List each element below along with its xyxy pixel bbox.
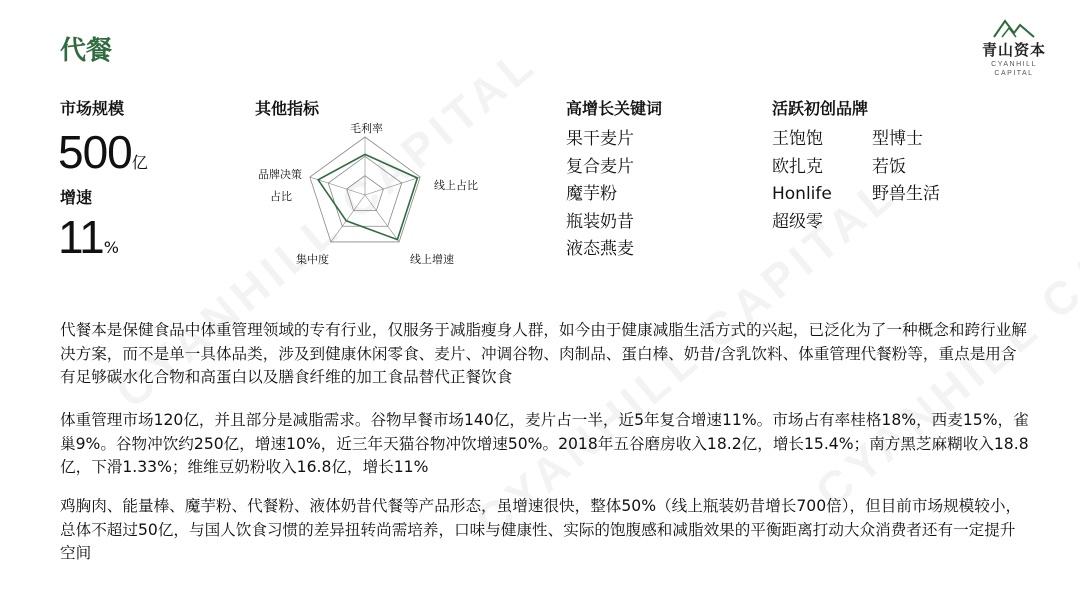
- brand-logo: [978, 18, 1050, 78]
- radar-axis-label: 占比: [270, 190, 292, 203]
- growth-label: 增速: [60, 188, 93, 207]
- body-paragraph: 体重管理市场120亿，并且部分是减脂需求。谷物早餐市场140亿，麦片占一半，近5年复合增速11%。市场占有率桂格18%，西麦15%，雀巢9%。谷物冲饮约250亿，增速10%，近三年天猫谷物冲饮增速50%。2018年五谷磨房收入18.2亿，增长15.4%；南方黑芝麻糊收入18.8亿，下滑1.33%；维维豆奶粉收入16.8亿，增长11%: [60, 411, 1029, 477]
- brand-item: 欧扎克: [772, 156, 823, 177]
- keyword-item: 果干麦片: [566, 129, 634, 149]
- keyword-item: 魔芋粉: [566, 184, 617, 204]
- logo-name-en-1: CYANHILL: [991, 61, 1037, 68]
- brand-item: Honlife: [772, 184, 832, 204]
- radar-axis-label: 线上增速: [410, 253, 454, 266]
- radar-spoke: [365, 195, 399, 242]
- radar-axis-label: 线上占比: [434, 179, 478, 192]
- growth-unit: %: [103, 238, 119, 257]
- radar-spoke: [331, 195, 365, 242]
- market-size-value: [58, 125, 148, 179]
- radar-chart: [290, 130, 440, 260]
- brand-item: 王饱饱: [772, 129, 823, 149]
- growth-value: [58, 210, 119, 264]
- keyword-item: 瓶装奶昔: [566, 211, 634, 232]
- brand-item: 野兽生活: [872, 184, 940, 204]
- body-paragraph: 鸡胸肉、能量棒、魔芋粉、代餐粉、液体奶昔代餐等产品形态，虽增速很快，整体50%（线上瓶装奶昔增长700倍），但目前市场规模较小，总体不超过50亿，与国人饮食习惯的差异扭转尚需培养，口味与健康性、实际的饱腹感和减脂效果的平衡距离打动大众消费者还有一定提升空间: [60, 497, 1022, 563]
- keyword-item: 液态燕麦: [566, 239, 634, 259]
- brand-item: 若饭: [872, 156, 906, 177]
- radar-axis-label: 毛利率: [350, 122, 383, 135]
- radar-axis-label: 品牌决策: [258, 168, 302, 181]
- brand-item: 超级零: [772, 211, 823, 232]
- market-size-label: 市场规模: [60, 99, 125, 118]
- logo-name-en-2: CAPITAL: [994, 70, 1034, 77]
- market-size-number: 500: [58, 126, 132, 178]
- body-paragraph: 代餐本是保健食品中体重管理领域的专有行业，仅服务于减脂瘦身人群，如今由于健康减脂生活方式的兴起，已泛化为了一种概念和跨行业解决方案，而不是单一具体品类，涉及到健康休闲零食、麦片、冲调谷物、肉制品、蛋白棒、奶昔/含乳饮料、体重管理代餐粉等，重点是用含有足够碳水化合物和高蛋白以及膳食纤维的加工食品替代正餐饮食: [60, 321, 1027, 387]
- brands-list: [772, 126, 962, 236]
- market-size-unit: 亿: [131, 153, 148, 172]
- radar-title: 其他指标: [255, 99, 320, 118]
- mountain-logo-icon: [993, 18, 1035, 38]
- keywords-title: 高增长关键词: [566, 99, 663, 118]
- keywords-list: [566, 126, 634, 264]
- growth-number: 11: [58, 211, 104, 263]
- logo-name-cn: 青山资本: [981, 41, 1046, 59]
- brand-item: 型博士: [872, 129, 923, 149]
- brands-title: 活跃初创品牌: [772, 99, 869, 118]
- keyword-item: 复合麦片: [566, 156, 634, 177]
- radar-axis-label: 集中度: [296, 253, 329, 266]
- radar-spoke: [365, 177, 420, 195]
- page-title: 代餐: [60, 36, 113, 66]
